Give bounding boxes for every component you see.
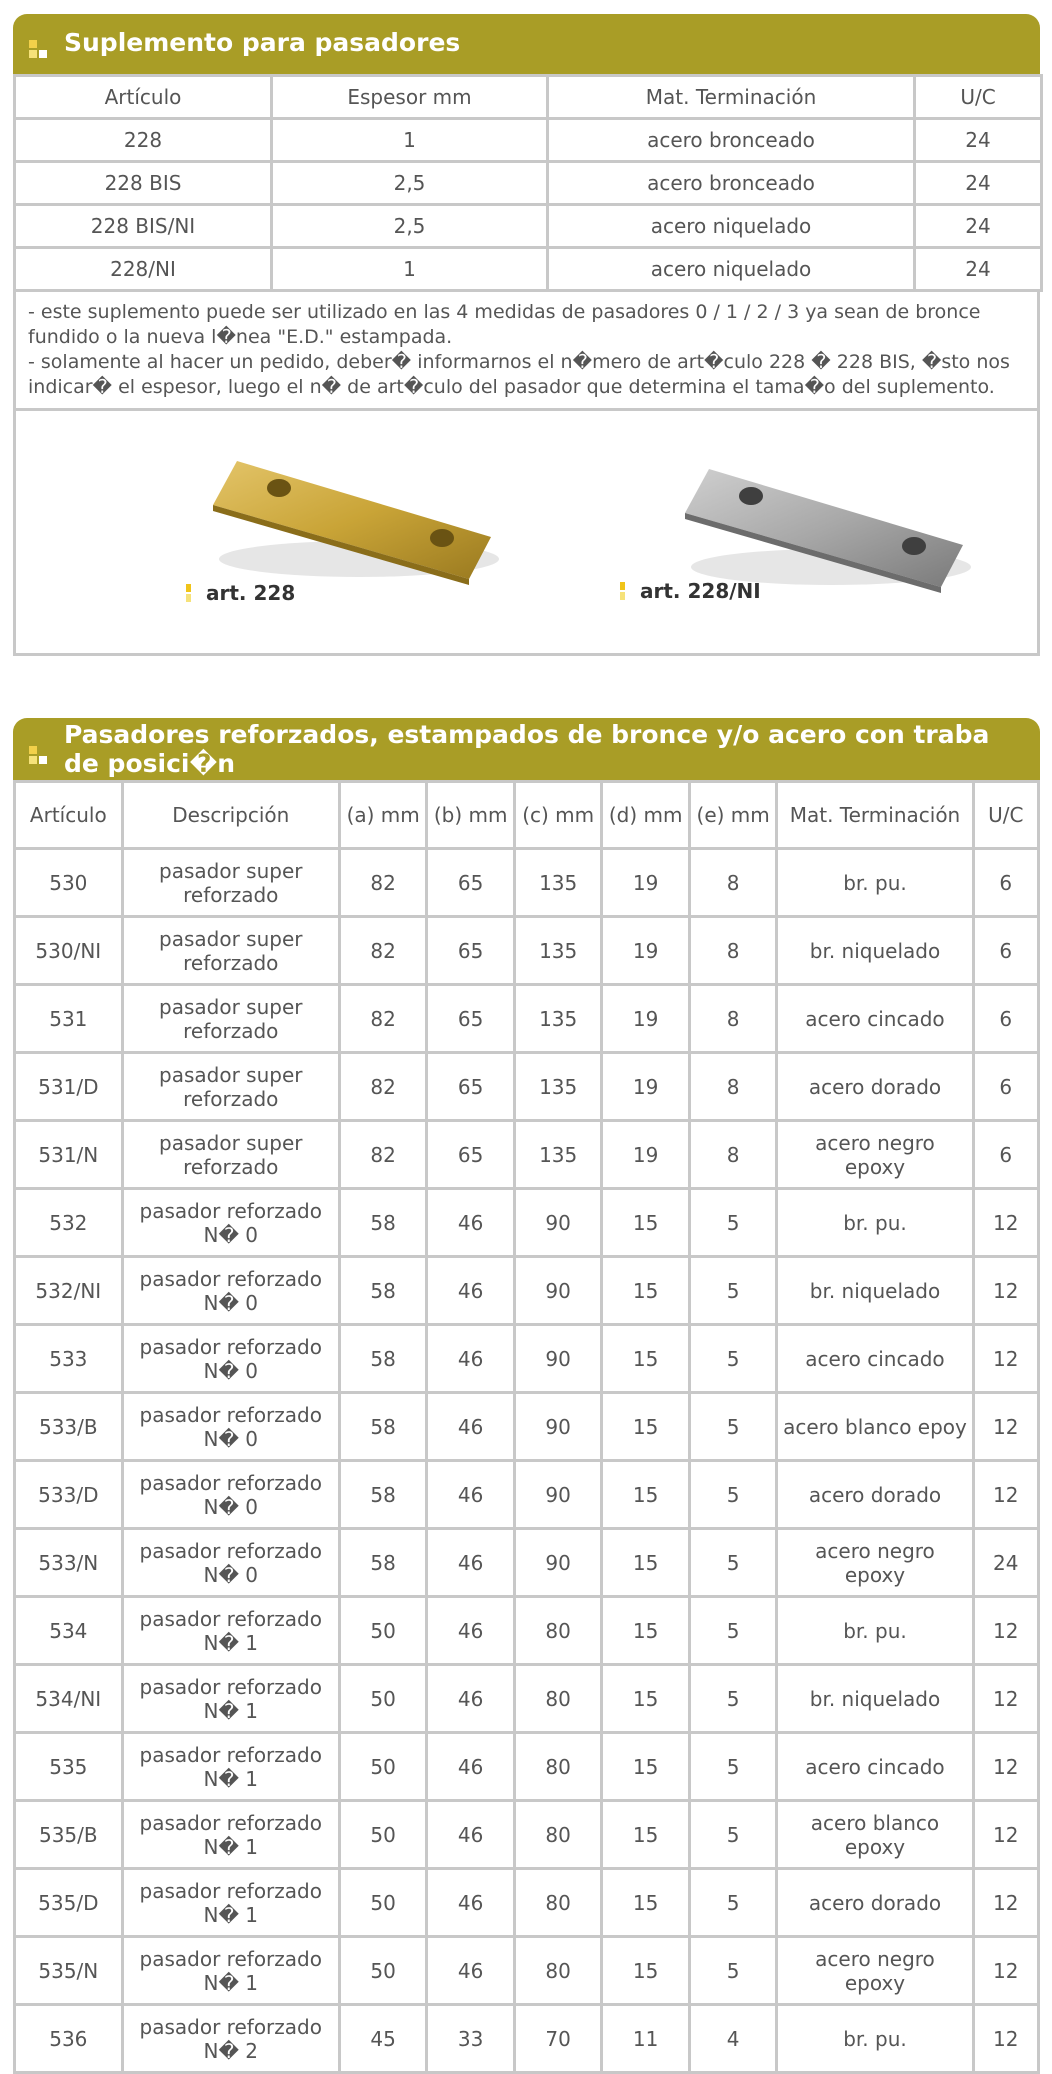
- table-cell: 50: [341, 1734, 426, 1799]
- hinges-section: [13, 718, 1040, 2074]
- table-cell: acero negro epoxy: [778, 1122, 971, 1187]
- table-cell: acero cincado: [778, 1326, 971, 1391]
- table-cell: 46: [428, 1394, 513, 1459]
- bullet-icon: [186, 584, 196, 602]
- table-row: [16, 1598, 1037, 1663]
- column-header: Artículo: [16, 77, 270, 117]
- table-cell: 80: [516, 1666, 601, 1731]
- table-cell: 24: [975, 1530, 1037, 1595]
- table-cell: 65: [428, 1122, 513, 1187]
- table-cell: 90: [516, 1258, 601, 1323]
- table-cell: 5: [691, 1734, 776, 1799]
- table-cell: 58: [341, 1530, 426, 1595]
- column-header: U/C: [916, 77, 1040, 117]
- table-cell: 5: [691, 1462, 776, 1527]
- table-cell: 8: [691, 1054, 776, 1119]
- hinges-table: [13, 780, 1040, 2074]
- table-row: [16, 850, 1037, 915]
- table-row: [16, 918, 1037, 983]
- table-cell: 15: [603, 1938, 688, 2003]
- table-cell: 535/B: [16, 1802, 121, 1867]
- table-cell: 80: [516, 1870, 601, 1935]
- table-row: [16, 163, 1040, 203]
- brass-plate-icon: [199, 439, 509, 589]
- table-cell: 228: [16, 120, 270, 160]
- table-row: [16, 1190, 1037, 1255]
- table-cell: 15: [603, 1530, 688, 1595]
- table-cell: 46: [428, 1258, 513, 1323]
- table-cell: 15: [603, 1666, 688, 1731]
- table-cell: 12: [975, 1938, 1037, 2003]
- table-cell: pasador super reforzado: [124, 986, 338, 1051]
- table-cell: acero dorado: [778, 1870, 971, 1935]
- table-row: [16, 1258, 1037, 1323]
- table-cell: 15: [603, 1802, 688, 1867]
- table-cell: br. niquelado: [778, 1258, 971, 1323]
- table-cell: 33: [428, 2006, 513, 2071]
- table-cell: 11: [603, 2006, 688, 2071]
- table-cell: pasador reforzado N� 0: [124, 1258, 338, 1323]
- table-cell: 24: [916, 249, 1040, 289]
- table-cell: pasador reforzado N� 0: [124, 1190, 338, 1255]
- table-cell: pasador reforzado N� 1: [124, 1666, 338, 1731]
- table-cell: 12: [975, 1190, 1037, 1255]
- table-cell: acero negro epoxy: [778, 1530, 971, 1595]
- table-cell: 5: [691, 1666, 776, 1731]
- table-cell: 58: [341, 1258, 426, 1323]
- table-cell: 135: [516, 850, 601, 915]
- table-cell: 2,5: [273, 206, 546, 246]
- table-cell: 6: [975, 986, 1037, 1051]
- table-cell: acero negro epoxy: [778, 1938, 971, 2003]
- table-cell: 15: [603, 1326, 688, 1391]
- table-row: [16, 1462, 1037, 1527]
- column-header: (a) mm: [341, 783, 426, 847]
- column-header: Espesor mm: [273, 77, 546, 117]
- table-cell: 6: [975, 1054, 1037, 1119]
- table-cell: acero cincado: [778, 1734, 971, 1799]
- table-cell: 82: [341, 1122, 426, 1187]
- table-cell: 15: [603, 1598, 688, 1663]
- table-cell: 65: [428, 918, 513, 983]
- table-cell: 58: [341, 1190, 426, 1255]
- table-cell: 228 BIS/NI: [16, 206, 270, 246]
- table-cell: 80: [516, 1598, 601, 1663]
- table-cell: 90: [516, 1190, 601, 1255]
- table-cell: acero dorado: [778, 1462, 971, 1527]
- table-cell: 82: [341, 1054, 426, 1119]
- table-cell: pasador reforzado N� 0: [124, 1530, 338, 1595]
- table-cell: 45: [341, 2006, 426, 2071]
- table-cell: 5: [691, 1870, 776, 1935]
- table-row: [16, 2006, 1037, 2071]
- table-cell: 15: [603, 1258, 688, 1323]
- note-line: - solamente al hacer un pedido, deber� informarnos el n�mero de art�culo 228 � 228 BIS, �sto nos indicar� el espesor, luego el n� de art�culo del pasador que determina el tama�o del suplemento.: [28, 351, 1010, 398]
- table-row: [16, 1122, 1037, 1187]
- table-row: [16, 1938, 1037, 2003]
- table-cell: pasador reforzado N� 1: [124, 1802, 338, 1867]
- table-cell: 46: [428, 1870, 513, 1935]
- table-cell: acero bronceado: [549, 163, 913, 203]
- table-row: [16, 1870, 1037, 1935]
- bullet-icon: [620, 582, 630, 600]
- column-header: Mat. Terminación: [549, 77, 913, 117]
- table-row: [16, 1394, 1037, 1459]
- table-header-row: [16, 783, 1037, 847]
- table-row: [16, 1530, 1037, 1595]
- table-cell: 12: [975, 2006, 1037, 2071]
- table-cell: 533: [16, 1326, 121, 1391]
- table-cell: 70: [516, 2006, 601, 2071]
- table-cell: 80: [516, 1802, 601, 1867]
- table-cell: 50: [341, 1870, 426, 1935]
- table-cell: 50: [341, 1666, 426, 1731]
- table-cell: 135: [516, 1122, 601, 1187]
- table-cell: 135: [516, 918, 601, 983]
- table-cell: 135: [516, 986, 601, 1051]
- bullet-icon: [29, 40, 47, 58]
- table-cell: 90: [516, 1394, 601, 1459]
- section-title: Pasadores reforzados, estampados de bronce y/o acero con traba de posici�n: [64, 720, 990, 778]
- table-cell: pasador super reforzado: [124, 1054, 338, 1119]
- table-row: [16, 986, 1037, 1051]
- table-cell: 5: [691, 1190, 776, 1255]
- column-header: U/C: [975, 783, 1037, 847]
- table-cell: pasador reforzado N� 2: [124, 2006, 338, 2071]
- column-header: Descripción: [124, 783, 338, 847]
- table-cell: 533/B: [16, 1394, 121, 1459]
- table-cell: 6: [975, 1122, 1037, 1187]
- table-cell: 535: [16, 1734, 121, 1799]
- table-cell: 12: [975, 1462, 1037, 1527]
- table-cell: pasador super reforzado: [124, 850, 338, 915]
- image-caption: art. 228: [186, 581, 295, 605]
- table-cell: pasador reforzado N� 0: [124, 1394, 338, 1459]
- table-cell: 82: [341, 986, 426, 1051]
- table-cell: 58: [341, 1326, 426, 1391]
- table-cell: 531/D: [16, 1054, 121, 1119]
- table-cell: 4: [691, 2006, 776, 2071]
- table-cell: 6: [975, 850, 1037, 915]
- table-cell: 1: [273, 249, 546, 289]
- table-cell: br. niquelado: [778, 918, 971, 983]
- table-cell: pasador super reforzado: [124, 918, 338, 983]
- table-row: [16, 1802, 1037, 1867]
- column-header: Mat. Terminación: [778, 783, 971, 847]
- table-cell: 19: [603, 850, 688, 915]
- table-cell: acero niquelado: [549, 249, 913, 289]
- table-cell: 19: [603, 918, 688, 983]
- table-cell: 82: [341, 918, 426, 983]
- supplement-section: [13, 14, 1040, 656]
- table-cell: 65: [428, 850, 513, 915]
- note-line: - este suplemento puede ser utilizado en las 4 medidas de pasadores 0 / 1 / 2 / 3 ya sean de bronce fundido o la nueva l�nea "E.D." estampada.: [28, 301, 981, 348]
- table-cell: br. niquelado: [778, 1666, 971, 1731]
- table-cell: 12: [975, 1326, 1037, 1391]
- table-cell: 533/D: [16, 1462, 121, 1527]
- table-cell: br. pu.: [778, 850, 971, 915]
- table-cell: 532/NI: [16, 1258, 121, 1323]
- table-cell: 46: [428, 1462, 513, 1527]
- table-cell: br. pu.: [778, 1190, 971, 1255]
- table-row: [16, 1326, 1037, 1391]
- table-cell: pasador reforzado N� 1: [124, 1938, 338, 2003]
- table-cell: 15: [603, 1870, 688, 1935]
- table-cell: 536: [16, 2006, 121, 2071]
- table-cell: 15: [603, 1734, 688, 1799]
- table-cell: 12: [975, 1870, 1037, 1935]
- table-cell: 90: [516, 1462, 601, 1527]
- table-cell: 15: [603, 1462, 688, 1527]
- table-cell: 46: [428, 1734, 513, 1799]
- table-cell: 228 BIS: [16, 163, 270, 203]
- table-cell: 534: [16, 1598, 121, 1663]
- table-cell: 533/N: [16, 1530, 121, 1595]
- table-cell: 50: [341, 1598, 426, 1663]
- table-cell: 82: [341, 850, 426, 915]
- table-cell: br. pu.: [778, 2006, 971, 2071]
- table-row: [16, 1054, 1037, 1119]
- table-cell: 46: [428, 1598, 513, 1663]
- table-cell: pasador super reforzado: [124, 1122, 338, 1187]
- table-cell: 534/NI: [16, 1666, 121, 1731]
- table-cell: 1: [273, 120, 546, 160]
- table-cell: 5: [691, 1598, 776, 1663]
- table-cell: pasador reforzado N� 1: [124, 1870, 338, 1935]
- table-cell: 90: [516, 1326, 601, 1391]
- table-cell: 19: [603, 1054, 688, 1119]
- table-cell: 135: [516, 1054, 601, 1119]
- table-cell: 12: [975, 1258, 1037, 1323]
- table-cell: pasador reforzado N� 1: [124, 1734, 338, 1799]
- table-cell: pasador reforzado N� 0: [124, 1326, 338, 1391]
- table-cell: 24: [916, 120, 1040, 160]
- table-cell: 5: [691, 1802, 776, 1867]
- section-title: Suplemento para pasadores: [64, 28, 461, 57]
- table-cell: 50: [341, 1802, 426, 1867]
- table-row: [16, 1666, 1037, 1731]
- table-cell: acero niquelado: [549, 206, 913, 246]
- table-cell: 12: [975, 1598, 1037, 1663]
- column-header: (d) mm: [603, 783, 688, 847]
- table-cell: pasador reforzado N� 0: [124, 1462, 338, 1527]
- table-cell: 12: [975, 1734, 1037, 1799]
- table-cell: 228/NI: [16, 249, 270, 289]
- table-cell: 46: [428, 1190, 513, 1255]
- table-cell: 58: [341, 1394, 426, 1459]
- table-cell: 5: [691, 1394, 776, 1459]
- table-row: [16, 120, 1040, 160]
- table-cell: 46: [428, 1802, 513, 1867]
- column-header: Artículo: [16, 783, 121, 847]
- table-cell: pasador reforzado N� 1: [124, 1598, 338, 1663]
- table-cell: 8: [691, 850, 776, 915]
- section-header: [13, 718, 1040, 780]
- table-cell: 5: [691, 1530, 776, 1595]
- table-row: [16, 206, 1040, 246]
- table-cell: 19: [603, 986, 688, 1051]
- table-cell: 5: [691, 1938, 776, 2003]
- table-cell: 2,5: [273, 163, 546, 203]
- column-header: (c) mm: [516, 783, 601, 847]
- table-cell: 46: [428, 1530, 513, 1595]
- table-row: [16, 1734, 1037, 1799]
- table-cell: 535/D: [16, 1870, 121, 1935]
- column-header: (b) mm: [428, 783, 513, 847]
- table-cell: acero cincado: [778, 986, 971, 1051]
- table-cell: 532: [16, 1190, 121, 1255]
- nickel-plate-icon: [671, 447, 981, 597]
- table-cell: 50: [341, 1938, 426, 2003]
- table-cell: 65: [428, 986, 513, 1051]
- table-cell: 80: [516, 1734, 601, 1799]
- table-cell: 24: [916, 163, 1040, 203]
- table-cell: acero blanco epoxy: [778, 1802, 971, 1867]
- table-cell: 65: [428, 1054, 513, 1119]
- table-cell: 46: [428, 1666, 513, 1731]
- table-cell: 8: [691, 1122, 776, 1187]
- table-cell: 80: [516, 1938, 601, 2003]
- table-cell: br. pu.: [778, 1598, 971, 1663]
- table-cell: 46: [428, 1938, 513, 2003]
- image-caption: art. 228/NI: [620, 579, 761, 603]
- table-cell: 12: [975, 1802, 1037, 1867]
- table-cell: 535/N: [16, 1938, 121, 2003]
- bullet-icon: [29, 746, 47, 764]
- table-cell: 6: [975, 918, 1037, 983]
- table-cell: 12: [975, 1666, 1037, 1731]
- column-header: (e) mm: [691, 783, 776, 847]
- table-cell: 12: [975, 1394, 1037, 1459]
- table-row: [16, 249, 1040, 289]
- table-cell: 531/N: [16, 1122, 121, 1187]
- table-header-row: [16, 77, 1040, 117]
- supplement-notes: [13, 292, 1040, 411]
- table-cell: 90: [516, 1530, 601, 1595]
- table-cell: acero bronceado: [549, 120, 913, 160]
- table-cell: acero blanco epoy: [778, 1394, 971, 1459]
- table-cell: 8: [691, 918, 776, 983]
- product-images: [13, 411, 1040, 656]
- table-cell: 531: [16, 986, 121, 1051]
- table-cell: 5: [691, 1258, 776, 1323]
- supplement-table: [13, 74, 1043, 292]
- table-cell: 15: [603, 1190, 688, 1255]
- table-cell: 19: [603, 1122, 688, 1187]
- table-cell: 5: [691, 1326, 776, 1391]
- table-cell: 15: [603, 1394, 688, 1459]
- table-cell: 58: [341, 1462, 426, 1527]
- table-cell: 8: [691, 986, 776, 1051]
- table-cell: acero dorado: [778, 1054, 971, 1119]
- section-header: [13, 14, 1040, 74]
- table-cell: 46: [428, 1326, 513, 1391]
- table-cell: 24: [916, 206, 1040, 246]
- table-cell: 530/NI: [16, 918, 121, 983]
- table-cell: 530: [16, 850, 121, 915]
